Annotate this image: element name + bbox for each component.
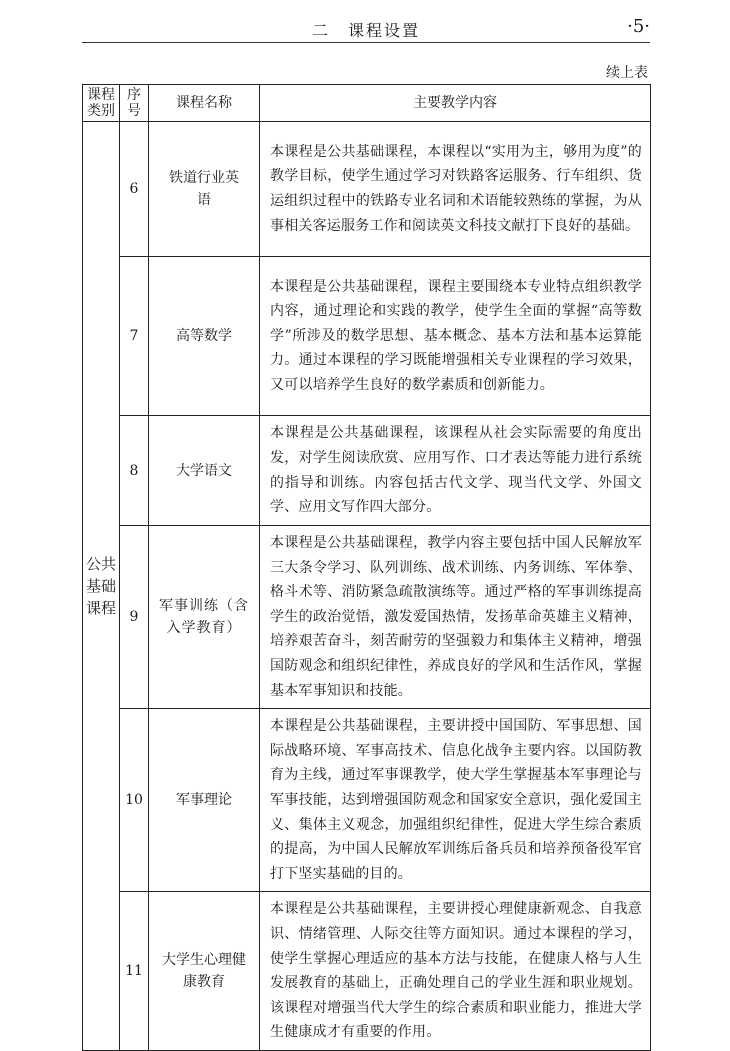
column-header-main-content: 主要教学内容: [260, 85, 651, 122]
column-header-course-name: 课程名称: [149, 85, 260, 122]
course-content: 本课程是公共基础课程，主要讲授中国国防、军事思想、国际战略环境、军事高技术、信息化战争主要内容。以国防教育为主线，通过军事课教学，使大学生掌握基本军事理论与军事技能，达到增强国防观念和国家安全意识，强化爱国主义、集体主义观念，加强组织纪律性，促进大学生综合素质的提高，为中国人民解放军训练后备兵员和培养预备役军官打下坚实基础的目的。: [260, 709, 651, 892]
row-number: 8: [120, 416, 149, 526]
running-header: [82, 14, 650, 40]
course-table: [82, 84, 651, 1051]
course-content: 本课程是公共基础课程，该课程从社会实际需要的角度出发，对学生阅读欣赏、应用写作、口才表达等能力进行系统的指导和训练。内容包括古代文学、现当代文学、外国文学、应用文写作四大部分。: [260, 416, 651, 526]
course-name: 军事理论: [149, 709, 260, 892]
continued-label: 续上表: [606, 65, 648, 81]
page-number: ·5·: [627, 16, 650, 37]
table-row: [83, 892, 651, 1051]
column-header-category: 课程类别: [83, 85, 120, 122]
category-cell: 公共基础课程: [83, 122, 120, 1051]
course-content: 本课程是公共基础课程，主要讲授心理健康新观念、自我意识、情绪管理、人际交往等方面知识。通过本课程的学习，使学生掌握心理适应的基本方法与技能，在健康人格与人生发展教育的基础上，正确处理自己的学业生涯和职业规划。该课程对增强当代大学生的综合素质和职业能力，推进大学生健康成才有重要的作用。: [260, 892, 651, 1051]
course-name: 军事训练（含入学教育）: [149, 526, 260, 709]
row-number: 6: [120, 122, 149, 257]
table-row: [83, 416, 651, 526]
course-name: 大学生心理健康教育: [149, 892, 260, 1051]
row-number: 10: [120, 709, 149, 892]
course-name: 大学语文: [149, 416, 260, 526]
course-name: 铁道行业英语: [149, 122, 260, 257]
course-content: 本课程是公共基础课程，教学内容主要包括中国人民解放军三大条令学习、队列训练、战术训练、内务训练、军体拳、格斗术等、消防紧急疏散演练等。通过严格的军事训练提高学生的政治觉悟，激发爱国热情，发扬革命英雄主义精神，培养艰苦奋斗，刻苦耐劳的坚强毅力和集体主义精神，增强国防观念和组织纪律性，养成良好的学风和生活作风，掌握基本军事知识和技能。: [260, 526, 651, 709]
course-content: 本课程是公共基础课程，本课程以“实用为主，够用为度”的教学目标，使学生通过学习对铁路客运服务、行车组织、货运组织过程中的铁路专业名词和术语能较熟练的掌握，为从事相关客运服务工作和阅读英文科技文献打下良好的基础。: [260, 122, 651, 257]
table-row: [83, 526, 651, 709]
row-number: 11: [120, 892, 149, 1051]
row-number: 9: [120, 526, 149, 709]
section-title: 二 课程设置: [311, 21, 420, 40]
table-header-row: [83, 85, 651, 122]
table-row: [83, 257, 651, 416]
table-row: [83, 709, 651, 892]
row-number: 7: [120, 257, 149, 416]
header-rule: [82, 42, 650, 43]
course-name: 高等数学: [149, 257, 260, 416]
table-row: [83, 122, 651, 257]
column-header-number: 序号: [120, 85, 149, 122]
course-content: 本课程是公共基础课程，课程主要围绕本专业特点组织教学内容，通过理论和实践的教学，使学生全面的掌握“高等数学”所涉及的数学思想、基本概念、基本方法和基本运算能力。通过本课程的学习既能增强相关专业课程的学习效果，又可以培养学生良好的数学素质和创新能力。: [260, 257, 651, 416]
